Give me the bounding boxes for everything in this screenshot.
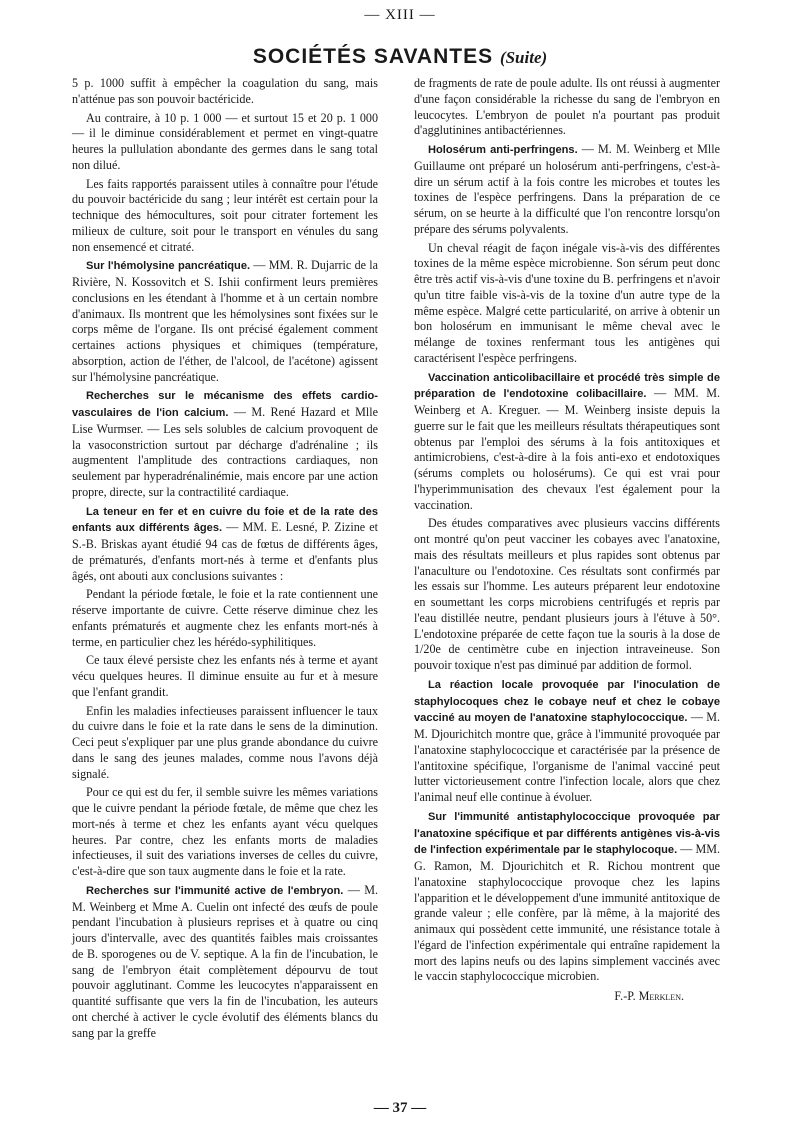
article-body: — MM. G. Ramon, M. Djourichitch et R. Richou montrent que l'anatoxine staphylococcique provoque chez les lapins l'apparition et le développement d'une immunité antitoxique de grande valeur ; elle confère, par là même, à la majorité des animaux qui possèdent cette immunité, une résistance totale à l'égard de l'infection expérimentale qui entraîne rapidement la mort des lapins neufs ou des lapins simplement vaccinés avec le vaccin staphylococcique microbien. [414,842,721,984]
article-heading: Sur l'hémolysine pancréatique. [86,260,251,273]
article-immunite-antistaphylococcique [414,809,720,985]
article-body: — M. M. Weinberg et Mme A. Cuelin ont infecté des œufs de poule pendant l'incubation à plusieurs reprises et à quatre ou cinq jours d'intervalle, avec des quantités faibles mais croissantes de B. sporogenes ou de V. septique. A la fin de l'incubation, le sang de l'embryon était complètement dépourvu de tout pouvoir agglutinant. Comme les leucocytes n'apparaissent en quantité suffisante que vers la fin de l'incubation, les auteurs ont cherché à activer le cycle évolutif des éléments blancs du sang par la greffe [72,882,378,1040]
paragraph: Un cheval réagit de façon inégale vis-à-vis des différentes toxines de la même espèce microbienne. Son sérum peut donc être très actif vis-à-vis d'une toxine du B. perfringens et n'avoir qu'un titre faible vis-à-vis de la toxine d'un autre type de la même espèce. Malgré cette particularité, on arrive à obtenir un bon holosérum en immunisant le même cheval avec le mélange de toxines renfermant tous les antigènes qui caractérisent l'espèce perfringens. [414,240,720,365]
paragraph: Enfin les maladies infectieuses paraissent influencer le taux du cuivre dans le foie et la rate dans le sens de la diminution. Ceci peut s'expliquer par une plus grande abondance du cuivre dans le sang des jeunes malades, comme nous l'avons déjà signalé. [72,703,378,781]
paragraph: de fragments de rate de poule adulte. Ils ont réussi à augmenter d'une façon considérable la richesse du sang de l'embryon en leucocytes. L'embryon de poulet n'a pourtant pas produit d'agglutinines antibactériennes. [414,76,720,138]
article-heading: La teneur en fer et en cuivre du foie et de la rate des enfants aux différents âges. [72,505,378,535]
paragraph: Au contraire, à 10 p. 1 000 — et surtout 15 et 20 p. 1 000 — il le diminue considérablement et permet en vingt-quatre heures la pullulation abondante des germes dans le sang total non dilué. [72,110,378,172]
article-body: — M. M. Weinberg et Mlle Guillaume ont préparé un holosérum anti-perfringens, c'est-à-dire un sérum actif à la fois contre les microbes et toutes les toxines de l'espèce perfringens. Dans la préparation de ce sérum, on se heurte à la difficulté que l'on rencontre lorsqu'on prépare des sérums polyvalents. [414,142,720,236]
left-column [72,76,378,1044]
article-calcium [72,388,378,500]
article-vaccination [414,370,720,514]
paragraph: Ce taux élevé persiste chez les enfants nés à terme et ayant vécu quelques heures. Il diminue ensuite au fur et à mesure que l'enfant grandit. [72,653,378,699]
paragraph: Pendant la période fœtale, le foie et la rate contiennent une réserve importante de cuivre. Cette réserve diminue chez les enfants prématurés et augmente chez les enfants mort-nés à terme, en particulier chez les hérédo-syphilitiques. [72,587,378,649]
article-body: — MM. R. Dujarric de la Rivière, N. Kossovitch et S. Ishii confirment leurs premières conclusions en les étendant à l'homme et à un certain nombre d'animaux. Ils montrent que les hémolysines sont fixées sur le corps même de l'organe. Ils ont précisé également comment certaines actions physiques et chimiques (température, absorption, action de l'éther, de l'alcool, de l'acétone) agissent sur l'hémolysine pancréatique. [72,258,378,384]
article-holoserum [414,142,720,238]
paragraph: 5 p. 1000 suffit à empêcher la coagulation du sang, mais n'atténue pas son pouvoir bactéricide. [72,76,378,106]
author-signature: F.-P. Merklen. [614,989,684,1003]
article-heading: La réaction locale provoquée par l'inoculation de staphylocoques chez le cobaye neuf et chez le cobaye vacciné au moyen de l'anatoxine staphylococcique. [414,678,720,725]
section-title [0,45,800,69]
section-title-text: SOCIÉTÉS SAVANTES [252,45,494,68]
article-heading: Recherches sur le mécanisme des effets cardio-vasculaires de l'ion calcium. [72,390,378,419]
article-body: — MM. M. Weinberg et A. Kreguer. — M. Weinberg insiste depuis la guerre sur le fait que les meilleurs résultats thérapeutiques sont obtenus par l'emploi des sérums à la fois antitoxiques et antimicrobiens, c'est-à-dire à la fois anti-exo et endotoxiques (sérums complets ou holosérums). Ce qui est vrai pour l'hyperimmunisation des chevaux l'est également pour la vaccination. [414,386,720,512]
paragraph: Les faits rapportés paraissent utiles à connaître pour l'étude du pouvoir bactéricide du sang ; leur intérêt est certain pour la technique des hémocultures, soit pour citrater fortement les milieux de culture, soit pour le transport en vénules du sang non ensemencé et citraté. [72,176,378,254]
article-body: — M. René Hazard et Mlle Lise Wurmser. — Les sels solubles de calcium provoquent de la vasoconstriction surtout par décharge d'adrénaline ; ils augmentent l'amplitude des contractions cardiaques, non seulement par hyperadrénalinémie, mais encore par une action propre, directe, sur la contractilité cardiaque. [72,405,378,499]
article-reaction-locale [414,677,720,806]
section-title-suite: (Suite) [499,48,548,67]
right-column [414,76,720,1008]
article-immunite-embryon [72,883,378,1042]
article-hemolysine [72,258,378,385]
article-body: — M. M. Djourichitch montre que, grâce à l'immunité provoquée par l'anatoxine staphylococcique et caractérisée par la présence de l'antitoxine spécifique, l'organisme de l'animal vacciné peut lutter victorieusement contre l'infection locale, alors que chez l'animal neuf elle continue à évoluer. [414,710,721,804]
article-heading: Sur l'immunité antistaphylococcique provoquée par l'anatoxine spécifique et par différents antigènes vis-à-vis de l'infection expérimentale par le staphylocoque. [414,810,720,857]
paragraph: Pour ce qui est du fer, il semble suivre les mêmes variations que le cuivre pendant la période fœtale, de même que chez les mort-nés à terme et chez les enfants ayant vécu quelques heures. Par contre, chez les enfants morts de maladies infectieuses, il suit des variations inverses de celles du cuivre, c'est-à-dire que son taux augmente dans le foie et la rate. [72,785,378,878]
article-heading: Vaccination anticolibacillaire et procédé très simple de préparation de l'endotoxine colibacillaire. [414,371,720,401]
page-number: — 37 — [373,1100,427,1116]
article-fer-cuivre [72,504,378,585]
paragraph: Des études comparatives avec plusieurs vaccins différents ont montré qu'on peut vacciner les cobayes avec l'anatoxine, mais des résultats meilleurs et plus rapides sont obtenus par l'anaculture ou l'endotoxine. Ces résultats sont confirmés par les essais sur l'homme. Les auteurs préparent leur endotoxine en soumettant les corps microbiens centrifugés et repris par l'eau distillée neutre, pendant plusieurs jours à l'étuve à 50°. L'endotoxine préparée de cette façon tue la souris à la dose de 1/20e de centimètre cube en injection intraveineuse. Son pouvoir toxique n'est pas diminué par addition de formol. [414,516,720,672]
page-roman-numeral: — XIII — [364,7,436,23]
article-body: — MM. E. Lesné, P. Zizine et S.-B. Briskas ayant étudié 94 cas de fœtus de différents âges, de prématurés, d'enfants mort-nés à terme et d'enfants plus âgés, ont abouti aux conclusions suivantes : [72,520,379,583]
article-heading: Holosérum anti-perfringens. [428,144,578,156]
article-heading: Recherches sur l'immunité active de l'embryon. [86,884,344,897]
